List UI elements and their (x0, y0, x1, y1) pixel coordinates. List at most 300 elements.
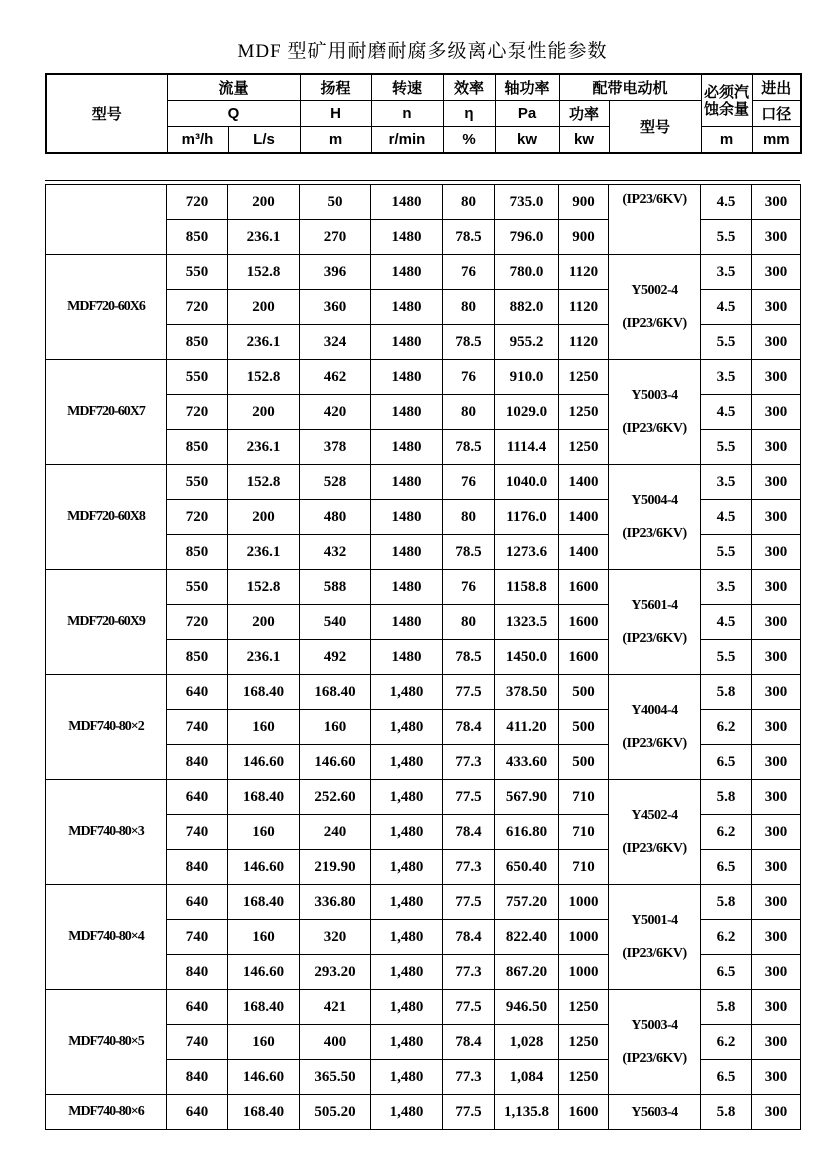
cell-flow-ls: 152.8 (228, 360, 300, 395)
cell-motor-power: 1400 (559, 500, 609, 535)
table-row (46, 990, 801, 1025)
cell-flow-m3h: 640 (167, 990, 228, 1025)
cell-efficiency: 77.3 (443, 745, 495, 780)
cell-motor-power: 1250 (559, 1060, 609, 1095)
cell-shaft-power: 780.0 (495, 255, 559, 290)
cell-head: 378 (300, 430, 371, 465)
cell-flow-ls: 146.60 (228, 745, 300, 780)
cell-npsh: 5.8 (701, 780, 752, 815)
cell-npsh: 5.8 (701, 990, 752, 1025)
cell-flow-ls: 200 (228, 185, 300, 220)
cell-head: 160 (300, 710, 371, 745)
header-motor-power-unit: kw (559, 127, 609, 154)
cell-efficiency: 80 (443, 500, 495, 535)
header-shaft-power: 轴功率 (495, 74, 559, 101)
cell-efficiency: 76 (443, 255, 495, 290)
header-flow-symbol: Q (167, 101, 300, 127)
cell-efficiency: 80 (443, 605, 495, 640)
motor-model-cell (609, 570, 701, 675)
cell-npsh: 3.5 (701, 465, 752, 500)
cell-shaft-power: 867.20 (495, 955, 559, 990)
cell-flow-m3h: 720 (167, 395, 228, 430)
cell-head: 492 (300, 640, 371, 675)
table-row (46, 1095, 801, 1130)
cell-motor-power: 710 (559, 850, 609, 885)
cell-efficiency: 77.3 (443, 1060, 495, 1095)
cell-speed: 1,480 (371, 1060, 443, 1095)
cell-head: 270 (300, 220, 371, 255)
cell-speed: 1,480 (371, 815, 443, 850)
cell-efficiency: 78.5 (443, 325, 495, 360)
header-speed: 转速 (371, 74, 443, 101)
cell-port-diameter: 300 (752, 780, 801, 815)
cell-motor-power: 1600 (559, 570, 609, 605)
header-motor: 配带电动机 (559, 74, 701, 101)
cell-npsh: 5.5 (701, 640, 752, 675)
cell-speed: 1,480 (371, 850, 443, 885)
cell-flow-m3h: 850 (167, 640, 228, 675)
cell-flow-m3h: 740 (167, 710, 228, 745)
cell-npsh: 4.5 (701, 395, 752, 430)
cell-efficiency: 78.4 (443, 710, 495, 745)
cell-port-diameter: 300 (752, 465, 801, 500)
cell-flow-m3h: 720 (167, 185, 228, 220)
cell-speed: 1,480 (371, 780, 443, 815)
cell-efficiency: 78.5 (443, 535, 495, 570)
cell-speed: 1,480 (371, 1095, 443, 1130)
header-motor-power: 功率 (559, 101, 609, 127)
header-head: 扬程 (300, 74, 371, 101)
motor-model-line: Y5003-4 (631, 388, 678, 403)
header-port-unit: mm (752, 127, 801, 154)
cell-npsh: 3.5 (701, 255, 752, 290)
cell-head: 50 (300, 185, 371, 220)
cell-port-diameter: 300 (752, 850, 801, 885)
table-row (46, 255, 801, 290)
cell-speed: 1480 (371, 290, 443, 325)
model-cell (46, 185, 167, 255)
cell-shaft-power: 1029.0 (495, 395, 559, 430)
model-cell: MDF720-60X7 (46, 360, 167, 465)
cell-speed: 1480 (371, 535, 443, 570)
cell-flow-ls: 236.1 (228, 640, 300, 675)
motor-model-line: (IP23/6KV) (622, 192, 687, 207)
cell-shaft-power: 567.90 (495, 780, 559, 815)
cell-speed: 1,480 (371, 675, 443, 710)
cell-speed: 1,480 (371, 745, 443, 780)
cell-npsh: 4.5 (701, 185, 752, 220)
cell-shaft-power: 1,028 (495, 1025, 559, 1060)
cell-flow-ls: 236.1 (228, 430, 300, 465)
cell-port-diameter: 300 (752, 1060, 801, 1095)
cell-flow-m3h: 640 (167, 1095, 228, 1130)
cell-motor-power: 1000 (559, 955, 609, 990)
cell-flow-m3h: 640 (167, 780, 228, 815)
cell-shaft-power: 650.40 (495, 850, 559, 885)
cell-motor-power: 1250 (559, 395, 609, 430)
header-flow: 流量 (167, 74, 300, 101)
cell-flow-ls: 152.8 (228, 465, 300, 500)
motor-model-line: (IP23/6KV) (622, 841, 687, 856)
cell-port-diameter: 300 (752, 1025, 801, 1060)
cell-efficiency: 76 (443, 465, 495, 500)
cell-efficiency: 78.4 (443, 920, 495, 955)
cell-shaft-power: 1,135.8 (495, 1095, 559, 1130)
cell-flow-ls: 160 (228, 815, 300, 850)
table-row (46, 780, 801, 815)
cell-motor-power: 900 (559, 220, 609, 255)
cell-speed: 1480 (371, 185, 443, 220)
table-row (46, 185, 801, 220)
cell-motor-power: 500 (559, 675, 609, 710)
cell-flow-ls: 146.60 (228, 955, 300, 990)
cell-flow-m3h: 740 (167, 920, 228, 955)
header-port-line2: 口径 (752, 101, 801, 127)
cell-head: 588 (300, 570, 371, 605)
header-efficiency-symbol: η (443, 101, 495, 127)
cell-npsh: 6.2 (701, 815, 752, 850)
cell-port-diameter: 300 (752, 395, 801, 430)
cell-flow-m3h: 550 (167, 360, 228, 395)
motor-model-line: (IP23/6KV) (622, 1051, 687, 1066)
cell-shaft-power: 411.20 (495, 710, 559, 745)
header-speed-unit: r/min (371, 127, 443, 154)
motor-model-cell (609, 1095, 701, 1130)
motor-model-line: (IP23/6KV) (622, 631, 687, 646)
cell-flow-m3h: 740 (167, 1025, 228, 1060)
cell-speed: 1480 (371, 220, 443, 255)
cell-flow-ls: 236.1 (228, 220, 300, 255)
cell-speed: 1,480 (371, 955, 443, 990)
header-efficiency-unit: % (443, 127, 495, 154)
cell-motor-power: 1250 (559, 360, 609, 395)
cell-npsh: 3.5 (701, 360, 752, 395)
cell-port-diameter: 300 (752, 745, 801, 780)
cell-flow-m3h: 740 (167, 815, 228, 850)
motor-model-line: Y5002-4 (631, 283, 678, 298)
cell-npsh: 4.5 (701, 605, 752, 640)
cell-npsh: 4.5 (701, 500, 752, 535)
cell-head: 421 (300, 990, 371, 1025)
header-shaft-power-symbol: Pa (495, 101, 559, 127)
cell-motor-power: 1400 (559, 535, 609, 570)
cell-flow-m3h: 720 (167, 500, 228, 535)
cell-speed: 1480 (371, 640, 443, 675)
cell-head: 168.40 (300, 675, 371, 710)
table-row (46, 570, 801, 605)
cell-port-diameter: 300 (752, 325, 801, 360)
cell-flow-m3h: 840 (167, 745, 228, 780)
table-row (46, 465, 801, 500)
cell-shaft-power: 1273.6 (495, 535, 559, 570)
cell-motor-power: 1600 (559, 1095, 609, 1130)
cell-port-diameter: 300 (752, 920, 801, 955)
header-table (45, 73, 802, 154)
header-flow-unit-m3h: m³/h (167, 127, 228, 154)
table-continuation-rule (45, 180, 800, 181)
cell-npsh: 5.5 (701, 535, 752, 570)
motor-model-line: (IP23/6KV) (622, 946, 687, 961)
motor-model-cell (609, 885, 701, 990)
cell-flow-ls: 236.1 (228, 535, 300, 570)
model-cell: MDF720-60X6 (46, 255, 167, 360)
cell-speed: 1,480 (371, 920, 443, 955)
cell-head: 320 (300, 920, 371, 955)
cell-efficiency: 80 (443, 185, 495, 220)
cell-port-diameter: 300 (752, 955, 801, 990)
cell-flow-m3h: 850 (167, 535, 228, 570)
header-npsh-line1: 必须汽 (704, 83, 750, 101)
cell-speed: 1480 (371, 255, 443, 290)
cell-speed: 1,480 (371, 1025, 443, 1060)
cell-efficiency: 77.3 (443, 850, 495, 885)
cell-motor-power: 1120 (559, 325, 609, 360)
cell-port-diameter: 300 (752, 430, 801, 465)
cell-flow-m3h: 840 (167, 955, 228, 990)
motor-model-line: Y5603-4 (631, 1104, 678, 1120)
cell-efficiency: 77.5 (443, 675, 495, 710)
cell-npsh: 6.5 (701, 1060, 752, 1095)
model-cell: MDF720-60X9 (46, 570, 167, 675)
header-npsh-unit: m (701, 127, 752, 154)
motor-model-cell (609, 465, 701, 570)
cell-port-diameter: 300 (752, 815, 801, 850)
model-cell: MDF740-80×4 (46, 885, 167, 990)
cell-flow-m3h: 840 (167, 850, 228, 885)
cell-head: 505.20 (300, 1095, 371, 1130)
cell-flow-m3h: 640 (167, 885, 228, 920)
cell-flow-ls: 200 (228, 500, 300, 535)
cell-flow-m3h: 720 (167, 605, 228, 640)
cell-shaft-power: 910.0 (495, 360, 559, 395)
motor-model-line: (IP23/6KV) (622, 526, 687, 541)
header-row-1 (46, 74, 801, 101)
cell-speed: 1,480 (371, 990, 443, 1025)
motor-model-line: Y4004-4 (631, 703, 678, 718)
cell-shaft-power: 955.2 (495, 325, 559, 360)
cell-flow-ls: 236.1 (228, 325, 300, 360)
model-cell: MDF740-80×3 (46, 780, 167, 885)
cell-motor-power: 1120 (559, 290, 609, 325)
cell-npsh: 5.8 (701, 1095, 752, 1130)
cell-motor-power: 900 (559, 185, 609, 220)
model-cell: MDF720-60X8 (46, 465, 167, 570)
cell-motor-power: 500 (559, 745, 609, 780)
cell-shaft-power: 1040.0 (495, 465, 559, 500)
cell-motor-power: 500 (559, 710, 609, 745)
header-efficiency: 效率 (443, 74, 495, 101)
cell-head: 432 (300, 535, 371, 570)
cell-shaft-power: 882.0 (495, 290, 559, 325)
cell-flow-m3h: 850 (167, 220, 228, 255)
motor-model-line: (IP23/6KV) (622, 736, 687, 751)
cell-shaft-power: 757.20 (495, 885, 559, 920)
cell-port-diameter: 300 (752, 535, 801, 570)
cell-flow-ls: 168.40 (228, 885, 300, 920)
cell-flow-ls: 168.40 (228, 990, 300, 1025)
motor-model-cell (609, 185, 701, 255)
cell-motor-power: 1120 (559, 255, 609, 290)
cell-head: 324 (300, 325, 371, 360)
cell-npsh: 5.5 (701, 325, 752, 360)
cell-head: 480 (300, 500, 371, 535)
cell-speed: 1480 (371, 500, 443, 535)
cell-npsh: 5.8 (701, 885, 752, 920)
cell-npsh: 6.2 (701, 1025, 752, 1060)
cell-head: 365.50 (300, 1060, 371, 1095)
cell-flow-m3h: 640 (167, 675, 228, 710)
cell-shaft-power: 1323.5 (495, 605, 559, 640)
model-cell: MDF740-80×6 (46, 1095, 167, 1130)
cell-motor-power: 1000 (559, 920, 609, 955)
cell-flow-ls: 200 (228, 290, 300, 325)
cell-flow-ls: 200 (228, 395, 300, 430)
cell-npsh: 4.5 (701, 290, 752, 325)
cell-flow-ls: 152.8 (228, 255, 300, 290)
header-shaft-power-unit: kw (495, 127, 559, 154)
header-motor-model: 型号 (609, 101, 701, 154)
cell-speed: 1480 (371, 395, 443, 430)
cell-head: 528 (300, 465, 371, 500)
cell-head: 293.20 (300, 955, 371, 990)
cell-npsh: 6.5 (701, 850, 752, 885)
header-flow-unit-ls: L/s (228, 127, 300, 154)
cell-port-diameter: 300 (752, 185, 801, 220)
motor-model-line: (IP23/6KV) (622, 316, 687, 331)
cell-efficiency: 77.3 (443, 955, 495, 990)
cell-port-diameter: 300 (752, 990, 801, 1025)
cell-speed: 1480 (371, 360, 443, 395)
cell-head: 400 (300, 1025, 371, 1060)
cell-flow-m3h: 550 (167, 255, 228, 290)
cell-npsh: 6.5 (701, 745, 752, 780)
cell-flow-ls: 160 (228, 710, 300, 745)
motor-model-line: (IP23/6KV) (622, 421, 687, 436)
cell-efficiency: 76 (443, 360, 495, 395)
cell-flow-ls: 200 (228, 605, 300, 640)
cell-port-diameter: 300 (752, 605, 801, 640)
motor-model-line: Y4502-4 (631, 808, 678, 823)
cell-efficiency: 76 (443, 570, 495, 605)
cell-speed: 1480 (371, 570, 443, 605)
motor-model-line: Y5003-4 (631, 1018, 678, 1033)
cell-port-diameter: 300 (752, 220, 801, 255)
cell-npsh: 6.2 (701, 710, 752, 745)
cell-efficiency: 77.5 (443, 780, 495, 815)
cell-flow-ls: 146.60 (228, 1060, 300, 1095)
cell-flow-ls: 168.40 (228, 675, 300, 710)
page-title: MDF 型矿用耐磨耐腐多级离心泵性能参数 (237, 41, 608, 62)
cell-shaft-power: 796.0 (495, 220, 559, 255)
data-table (45, 184, 801, 1130)
cell-npsh: 3.5 (701, 570, 752, 605)
cell-flow-m3h: 840 (167, 1060, 228, 1095)
cell-npsh: 5.5 (701, 220, 752, 255)
cell-motor-power: 1600 (559, 605, 609, 640)
cell-npsh: 6.5 (701, 955, 752, 990)
cell-port-diameter: 300 (752, 640, 801, 675)
cell-head: 252.60 (300, 780, 371, 815)
cell-port-diameter: 300 (752, 360, 801, 395)
cell-speed: 1480 (371, 605, 443, 640)
header-port-line1: 进出 (752, 74, 801, 101)
cell-flow-ls: 168.40 (228, 1095, 300, 1130)
cell-shaft-power: 822.40 (495, 920, 559, 955)
cell-motor-power: 1400 (559, 465, 609, 500)
cell-efficiency: 80 (443, 395, 495, 430)
cell-shaft-power: 1158.8 (495, 570, 559, 605)
cell-flow-m3h: 850 (167, 430, 228, 465)
cell-flow-ls: 168.40 (228, 780, 300, 815)
cell-efficiency: 78.5 (443, 430, 495, 465)
cell-port-diameter: 300 (752, 255, 801, 290)
header-npsh-line2: 蚀余量 (704, 100, 750, 118)
cell-flow-m3h: 720 (167, 290, 228, 325)
cell-motor-power: 1600 (559, 640, 609, 675)
cell-port-diameter: 300 (752, 675, 801, 710)
cell-shaft-power: 1176.0 (495, 500, 559, 535)
motor-model-line: Y5004-4 (631, 493, 678, 508)
cell-speed: 1480 (371, 430, 443, 465)
header-speed-symbol: n (371, 101, 443, 127)
cell-speed: 1,480 (371, 885, 443, 920)
table-row (46, 675, 801, 710)
cell-flow-m3h: 550 (167, 465, 228, 500)
cell-efficiency: 78.4 (443, 815, 495, 850)
cell-shaft-power: 1,084 (495, 1060, 559, 1095)
motor-model-cell (609, 360, 701, 465)
cell-efficiency: 78.5 (443, 640, 495, 675)
model-cell: MDF740-80×2 (46, 675, 167, 780)
cell-port-diameter: 300 (752, 500, 801, 535)
cell-head: 219.90 (300, 850, 371, 885)
cell-speed: 1,480 (371, 710, 443, 745)
cell-head: 360 (300, 290, 371, 325)
cell-flow-ls: 160 (228, 920, 300, 955)
cell-speed: 1480 (371, 325, 443, 360)
cell-port-diameter: 300 (752, 570, 801, 605)
cell-shaft-power: 616.80 (495, 815, 559, 850)
cell-head: 462 (300, 360, 371, 395)
cell-motor-power: 1250 (559, 990, 609, 1025)
cell-motor-power: 710 (559, 815, 609, 850)
table-row (46, 885, 801, 920)
cell-head: 240 (300, 815, 371, 850)
motor-model-line: Y5601-4 (631, 598, 678, 613)
cell-efficiency: 77.5 (443, 990, 495, 1025)
motor-model-cell (609, 255, 701, 360)
cell-flow-ls: 152.8 (228, 570, 300, 605)
cell-head: 146.60 (300, 745, 371, 780)
model-cell: MDF740-80×5 (46, 990, 167, 1095)
motor-model-cell (609, 990, 701, 1095)
cell-motor-power: 710 (559, 780, 609, 815)
cell-shaft-power: 433.60 (495, 745, 559, 780)
cell-npsh: 5.5 (701, 430, 752, 465)
cell-port-diameter: 300 (752, 1095, 801, 1130)
cell-motor-power: 1250 (559, 1025, 609, 1060)
cell-npsh: 6.2 (701, 920, 752, 955)
cell-shaft-power: 946.50 (495, 990, 559, 1025)
cell-speed: 1480 (371, 465, 443, 500)
header-model: 型号 (46, 74, 167, 153)
cell-flow-ls: 146.60 (228, 850, 300, 885)
motor-model-line: Y5001-4 (631, 913, 678, 928)
cell-head: 420 (300, 395, 371, 430)
header-npsh (701, 74, 752, 127)
motor-model-cell (609, 675, 701, 780)
cell-shaft-power: 378.50 (495, 675, 559, 710)
